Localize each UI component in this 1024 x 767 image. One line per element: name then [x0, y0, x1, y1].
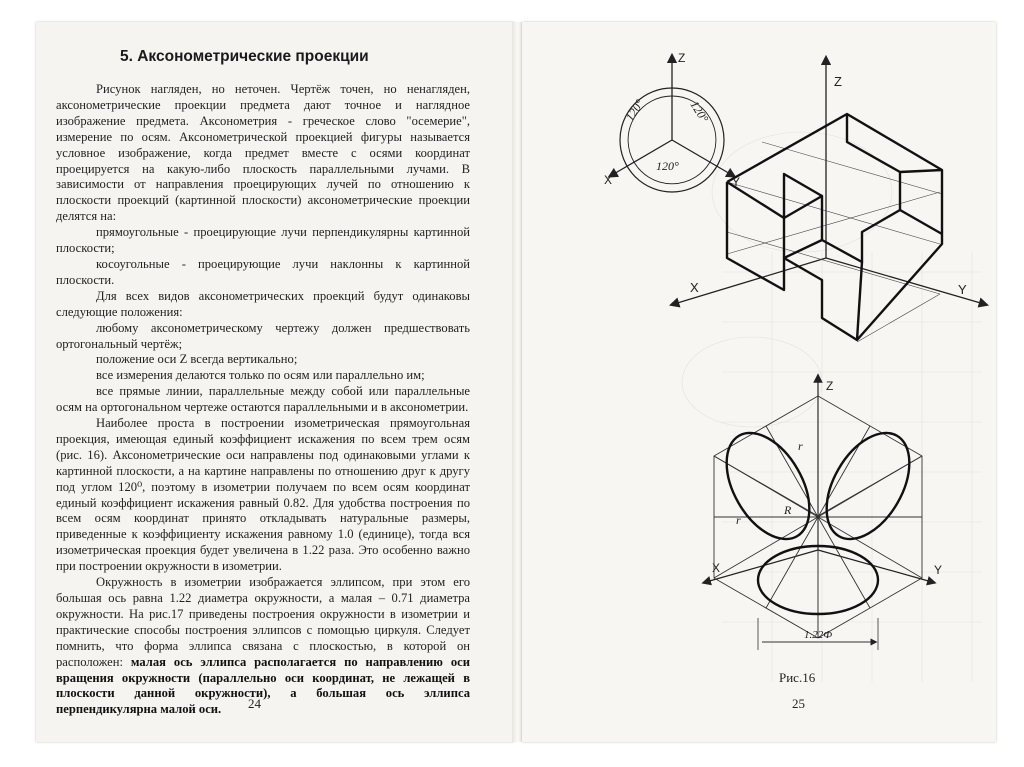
- left-page: [36, 22, 514, 742]
- y-label-small: Y: [732, 175, 741, 189]
- body-text: [56, 82, 470, 718]
- figure-caption: Рис.16: [779, 670, 816, 685]
- angle-label: 120°: [656, 159, 679, 173]
- radius-label-small: r: [736, 513, 741, 527]
- page-number-left: 24: [248, 696, 261, 711]
- y-label-lower: Y: [934, 563, 943, 577]
- x-label-lower: X: [712, 561, 721, 575]
- list-item: косоугольные - проецирующие лучи наклонны к картинной плоскости.: [56, 256, 470, 287]
- y-axis: [826, 258, 984, 304]
- z-label: Z: [834, 74, 842, 89]
- isometric-solid-drawing: [674, 60, 984, 342]
- paragraph-text: Окружность в изометрии изображается эллипсом, при этом его большая ось равна 1.22 диаметра окружности, а малая – 0.71 диаметра окружности. На рис.17 приведены построения окружности в изометрии и практические способы построения эллипсов с помощью циркуля. Следует помнить, что форма эллипса связана с плоскостью, в которой он расположен:: [56, 575, 470, 669]
- list-item: все измерения делаются только по осям или параллельно им;: [96, 368, 425, 383]
- z-label-small: Z: [678, 51, 686, 65]
- section-title: 5. Аксонометрические проекции: [120, 48, 369, 65]
- ellipse-construction-drawing: [706, 378, 942, 650]
- axes-angle-diagram: [604, 51, 740, 192]
- y-label: Y: [958, 282, 967, 297]
- figure-16-drawing: [522, 22, 996, 742]
- radius-label-large: R: [784, 503, 792, 517]
- list-item: любому аксонометрическому чертежу должен предшествовать ортогональный чертёж;: [56, 320, 470, 351]
- paragraph: [56, 575, 470, 718]
- paragraph: Рисунок нагляден, но неточен. Чертёж точен, но ненагляден, аксонометрические проекции предмета дают точное и наглядное изображение предмета. Аксонометрия - греческое слово "осемерие", измерение по осям. Аксонометрической проекцией фигуры называется условное изображение, когда предмет вместе с осями координат проецируется на какую-либо плоскость параллельными лучами. В зависимости от направления проецирующих лучей по отношению к плоскости проекций (картинной плоскости) аксонометрические проекции делятся на:: [56, 82, 470, 224]
- list-item: все прямые линии, параллельные между собой или параллельные осям на ортогональном чертеже остаются параллельными и в аксонометрии.: [56, 384, 470, 415]
- z-label-lower: Z: [826, 379, 834, 393]
- bold-rule-text: малая ось эллипса располагается по направлению оси вращения окружности (параллельно оси координат, не лежащей в плоскости данной окружности), а большая ось эллипса перпендикулярна малой оси.: [56, 654, 470, 717]
- list-item: положение оси Z всегда вертикально;: [96, 352, 298, 367]
- angle-label: 120°: [687, 98, 712, 125]
- x-label-small: X: [604, 173, 613, 187]
- paragraph: Наиболее проста в построении изометрическая прямоугольная проекция, имеющая единый коэффициент искажения по всем трем осям (рис. 16). Аксонометрические оси направлены под одинаковыми углами к картинной плоскости, а на картине направлены по отношению друг к другу под углом 120⁰, поэтому в изометрии получаем по всем осям координат единый коэффициент искажения равный 0.82. Для удобства построения по всем осям координат принято откладывать натуральные размеры, приведенные к коэффициенту искажения равному 1.0 (единице), тогда вся изометрическая проекция будет увеличена в 1.22 раза. Это особенно важно при построении окружности в изометрии.: [56, 416, 470, 574]
- radius-label-small: r: [798, 439, 803, 453]
- x-label: X: [690, 280, 699, 295]
- dimension-label: 1.22Ф: [804, 629, 833, 641]
- list-item: прямоугольные - проецирующие лучи перпендикулярны картинной плоскости;: [56, 225, 470, 256]
- right-page: [522, 22, 996, 742]
- y-axis-lower: [818, 550, 932, 582]
- paragraph: Для всех видов аксонометрических проекций будут одинаковы следующие положения:: [56, 288, 470, 319]
- page-number-right: 25: [792, 696, 805, 711]
- y-axis-small: [672, 140, 732, 175]
- angle-label: 120°: [622, 96, 647, 124]
